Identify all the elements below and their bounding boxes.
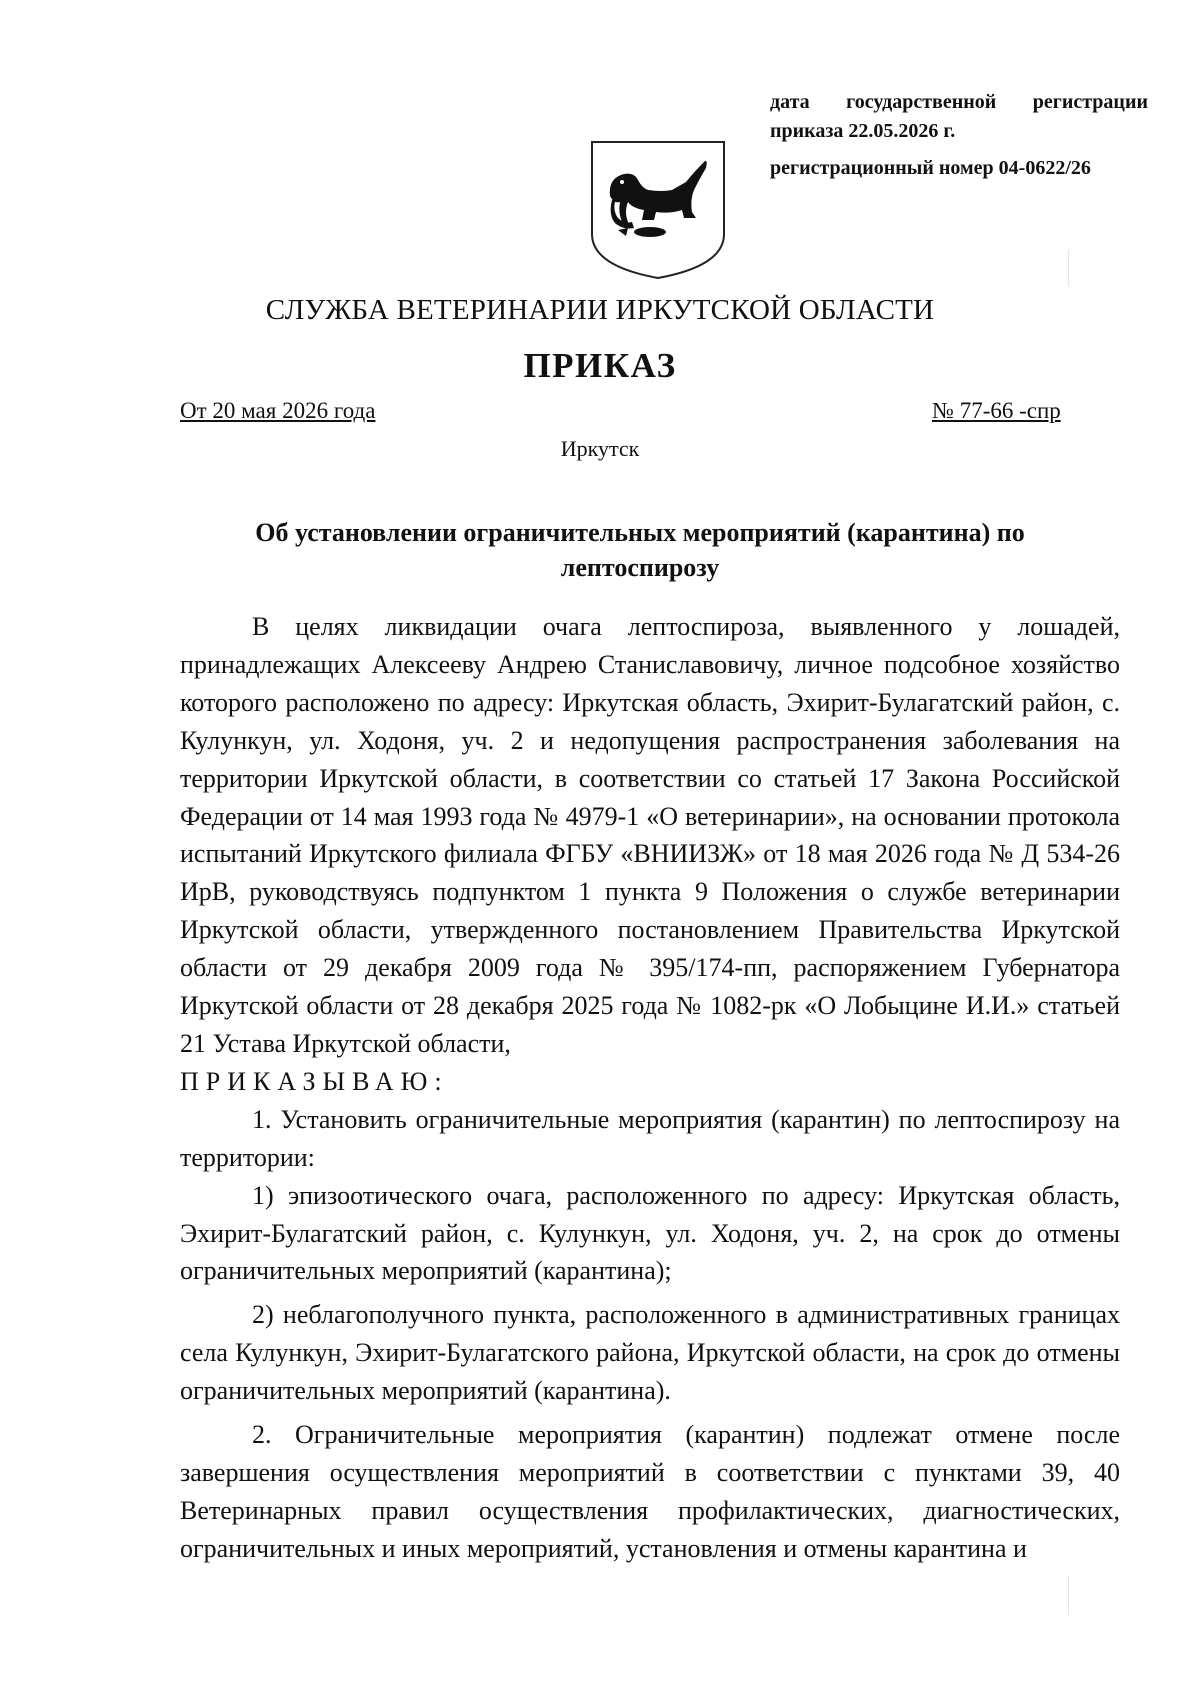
order-body bbox=[180, 608, 1120, 1568]
item-1: 1. Установить ограничительные мероприятия (карантин) по лептоспирозу на территории: bbox=[180, 1104, 1120, 1172]
scan-artifact bbox=[1068, 250, 1069, 286]
item-2: 2. Ограничительные мероприятия (карантин) подлежат отмене после завершения осуществления мероприятий в соответствии с пунктами 39, 40 Ветеринарных правил осуществления профилактических, диагностических, ограничительных и иных мероприятий, установления и отмены карантина и bbox=[180, 1420, 1120, 1563]
order-word: ПРИКАЗЫВАЮ: bbox=[180, 1066, 449, 1096]
organization-name: СЛУЖБА ВЕТЕРИНАРИИ ИРКУТСКОЙ ОБЛАСТИ bbox=[265, 294, 935, 326]
item-1-subitem-1: 1) эпизоотического очага, расположенного по адресу: Иркутская область, Эхирит-Булагатский район, с. Кулункун, ул. Ходоня, уч. 2, на срок до отмены ограничительных мероприятий (карантина); bbox=[180, 1180, 1120, 1286]
item-1-subitem-2: 2) неблагополучного пункта, расположенного в административных границах села Кулункун, Эхирит-Булагатского района, Иркутской области, на срок до отмены ограничительных мероприятий (карантина). bbox=[180, 1300, 1120, 1406]
registration-number: регистрационный номер 04-0622/26 bbox=[770, 157, 1091, 179]
order-title-line-1: Об установлении ограничительных мероприятий (карантина) по bbox=[255, 518, 1025, 547]
scan-artifact bbox=[1068, 1575, 1069, 1615]
registration-date: приказа 22.05.2026 г. bbox=[770, 120, 956, 142]
order-title bbox=[220, 515, 1060, 585]
order-city: Иркутск bbox=[560, 436, 640, 461]
preamble-paragraph: В целях ликвидации очага лептоспироза, выявленного у лошадей, принадлежащих Алексееву Андрею Станиславовичу, личное подсобное хозяйство которого расположено по адресу: Иркутская область, Эхирит-Булагатский район, с. Кулункун, ул. Ходоня, уч. 2 и недопущения распространения заболевания на территории Иркутской области, в соответствии со статьей 17 Закона Российской Федерации от 14 мая 1993 года № 4979-1 «О ветеринарии», на основании протокола испытаний Иркутского филиала ФГБУ «ВНИИЗЖ» от 18 мая 2026 года № Д 534-26 ИрВ, руководствуясь подпунктом 1 пункта 9 Положения о службе ветеринарии Иркутской области, утвержденного постановлением Правительства Иркутской области от 29 декабря 2009 года № 395/174-пп, распоряжением Губернатора Иркутской области от 28 декабря 2025 года № 1082-рк «О Лобыцине И.И.» статьей 21 Устава Иркутской области, bbox=[180, 612, 1120, 1058]
document-type: ПРИКАЗ bbox=[523, 346, 677, 385]
coat-of-arms-icon bbox=[588, 138, 728, 282]
order-title-line-2: лептоспирозу bbox=[560, 553, 720, 582]
order-number: № 77-66 -спр bbox=[932, 398, 1061, 423]
order-date: От 20 мая 2026 года bbox=[180, 398, 376, 423]
registration-note bbox=[770, 88, 1148, 183]
registration-date-label: дата государственной регистрации bbox=[770, 91, 1148, 113]
